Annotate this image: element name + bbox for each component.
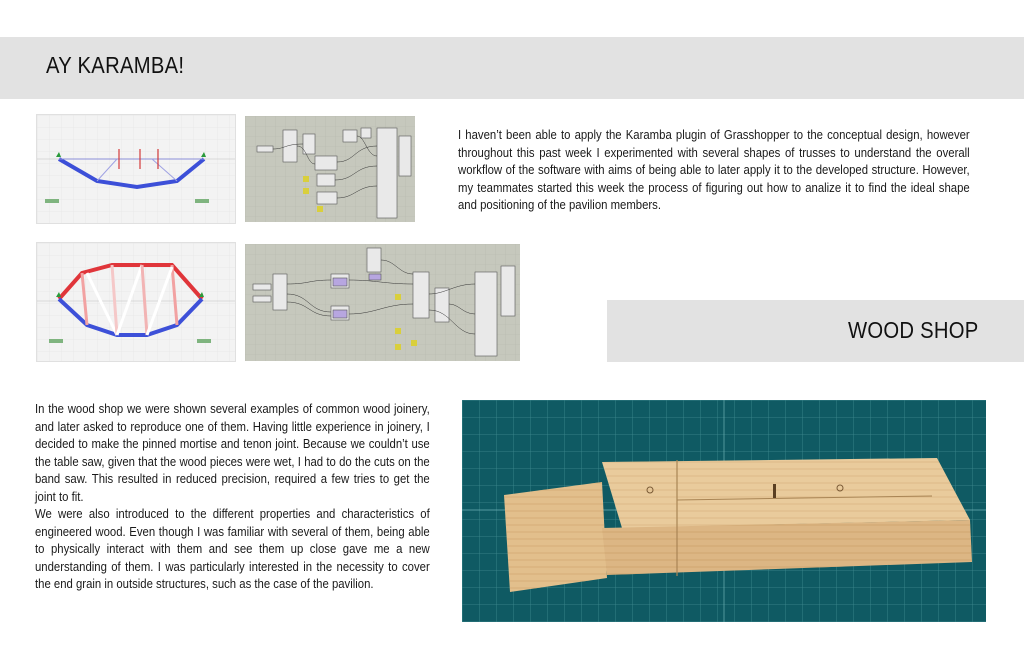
grasshopper-graph-2 (245, 244, 520, 361)
wood-shop-paragraph-1: In the wood shop we were shown several examples of common wood joinery, and later asked to reproduce one of them. Having little experience in joinery, I decided to make the pinned mortise and tenon joint. Because we couldn’t use the table saw, given that the wood pieces were wet, I had to do the cuts on the band saw. This resulted in reduced precision, required a few tries to get the joint to fit. (35, 401, 430, 504)
wood-shop-paragraph-2: We were also introduced to the different properties and characteristics of engineered wood. Even though I was familiar with several of them, being able to physically interact with them and see them up close gave me a new understanding of them. I was particularly interested in the necessity to cover the end grain in outside structures, such as the case of the pavilion. (35, 506, 430, 591)
karamba-banner (0, 37, 1024, 99)
karamba-paragraph (458, 126, 970, 214)
wood-shop-banner (607, 300, 1024, 362)
karamba-paragraph-text: I haven’t been able to apply the Karamba plugin of Grasshopper to the conceptual design, however throughout this past week I experimented with several shapes of trusses to understand the overall workflow of the software with aims of being able to later apply it to the developed structure. However, my teammates started this week the process of figuring out how to analize it to find the ideal shape and positioning of the pavilion members. (458, 127, 970, 212)
karamba-title: AY KARAMBA! (46, 52, 185, 78)
mortise-tenon-photo (462, 400, 986, 622)
truss-diagram-1 (36, 114, 236, 224)
truss-diagram-2 (36, 242, 236, 362)
wood-shop-paragraph (35, 400, 430, 593)
wood-shop-title: WOOD SHOP (848, 317, 979, 343)
grasshopper-graph-1 (245, 116, 415, 222)
